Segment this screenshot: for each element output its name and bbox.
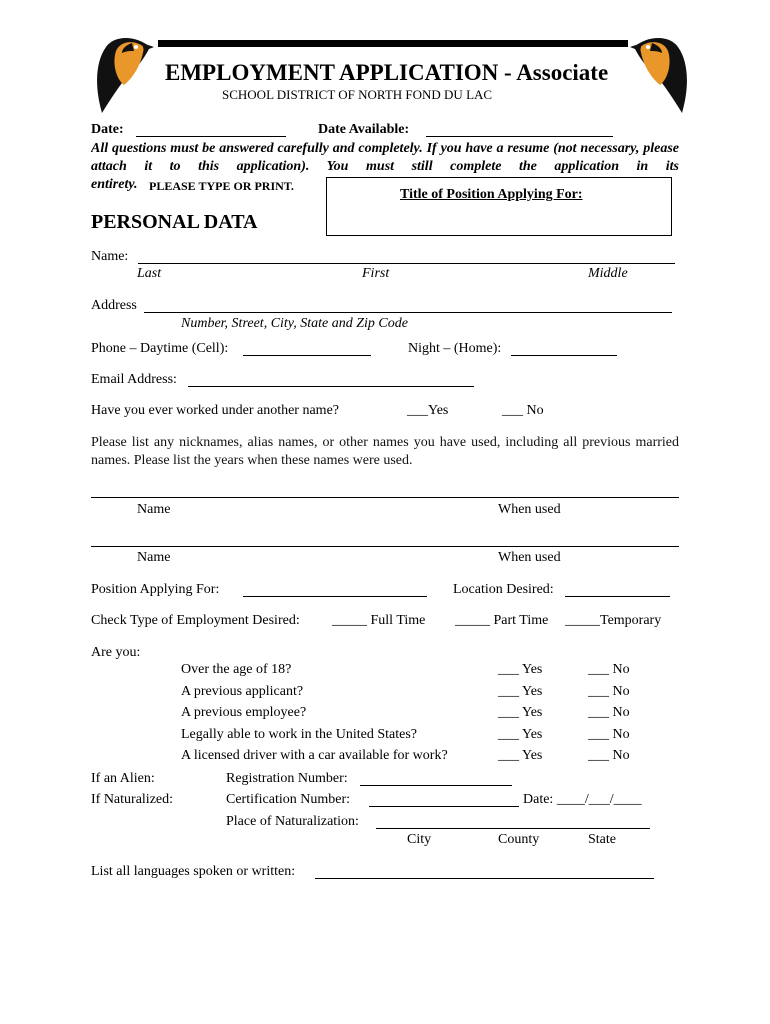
alien-label: If an Alien: — [91, 771, 155, 786]
phone-night-label: Night – (Home): — [408, 341, 502, 356]
languages-field[interactable] — [315, 878, 654, 879]
date-label: Date: — [91, 122, 124, 137]
question-legal-work: Legally able to work in the United States? — [181, 727, 417, 742]
other-name-yes[interactable]: ___Yes — [407, 403, 449, 418]
other-name-no[interactable]: ___ No — [502, 403, 544, 418]
naturalized-label: If Naturalized: — [91, 792, 174, 807]
question-prev-applicant-yes[interactable]: ___ Yes — [498, 684, 543, 699]
state-caption: State — [588, 832, 616, 847]
position-title-label: Title of Position Applying For: — [400, 187, 583, 202]
address-label: Address — [91, 298, 137, 313]
certification-date[interactable]: Date: ____/___/____ — [523, 792, 642, 807]
last-name-caption: Last — [137, 266, 162, 281]
first-name-caption: First — [362, 266, 390, 281]
question-legal-work-yes[interactable]: ___ Yes — [498, 727, 543, 742]
date-field[interactable] — [136, 136, 286, 137]
question-driver-no[interactable]: ___ No — [588, 748, 630, 763]
position-applying-label: Position Applying For: — [91, 582, 220, 597]
question-legal-work-no[interactable]: ___ No — [588, 727, 630, 742]
position-title-box[interactable] — [326, 177, 672, 236]
name-label: Name: — [91, 249, 129, 264]
registration-field[interactable] — [360, 785, 512, 786]
form-title: EMPLOYMENT APPLICATION - Associate — [165, 60, 609, 85]
name-field[interactable] — [138, 263, 675, 264]
location-desired-label: Location Desired: — [453, 582, 554, 597]
mascot-bird-left-icon — [92, 33, 156, 117]
part-time-option[interactable]: _____ Part Time — [455, 613, 549, 628]
position-applying-field[interactable] — [243, 596, 427, 597]
email-field[interactable] — [188, 386, 474, 387]
address-field[interactable] — [144, 312, 672, 313]
question-driver-yes[interactable]: ___ Yes — [498, 748, 543, 763]
question-driver: A licensed driver with a car available for work? — [181, 748, 448, 763]
alias-when-caption-2: When used — [498, 550, 561, 565]
address-hint: Number, Street, City, State and Zip Code — [181, 316, 408, 331]
temporary-option[interactable]: _____Temporary — [565, 613, 662, 628]
employment-type-label: Check Type of Employment Desired: — [91, 613, 300, 628]
phone-night-field[interactable] — [511, 355, 617, 356]
header-rule — [158, 40, 628, 47]
alias-name-caption-1: Name — [137, 502, 171, 517]
phone-day-field[interactable] — [243, 355, 371, 356]
location-desired-field[interactable] — [565, 596, 670, 597]
date-available-field[interactable] — [426, 136, 613, 137]
nicknames-instructions: Please list any nicknames, alias names, or other names you have used, including all previous married names. Please list the years when these names were used. — [91, 435, 679, 468]
middle-name-caption: Middle — [588, 266, 628, 281]
please-type-note: PLEASE TYPE OR PRINT. — [149, 179, 294, 193]
school-district: SCHOOL DISTRICT OF NORTH FOND DU LAC — [222, 87, 493, 102]
full-time-option[interactable]: _____ Full Time — [332, 613, 426, 628]
question-prev-employee: A previous employee? — [181, 705, 307, 720]
certification-field[interactable] — [369, 806, 519, 807]
alias-line-2[interactable] — [91, 546, 679, 547]
question-prev-applicant: A previous applicant? — [181, 684, 304, 699]
alias-name-caption-2: Name — [137, 550, 171, 565]
alias-line-1[interactable] — [91, 497, 679, 498]
personal-data-heading: PERSONAL DATA — [91, 211, 258, 233]
other-name-question: Have you ever worked under another name? — [91, 403, 340, 418]
mascot-bird-right-icon — [628, 33, 692, 117]
date-available-label: Date Available: — [318, 122, 410, 137]
email-label: Email Address: — [91, 372, 177, 387]
alias-when-caption-1: When used — [498, 502, 561, 517]
place-naturalization-field[interactable] — [376, 828, 650, 829]
instructions-text: All questions must be answered carefully and completely. If you have a resume (not necessary, please attach it to this application). You must still complete the application in its — [91, 141, 679, 174]
are-you-label: Are you: — [91, 645, 141, 660]
question-prev-applicant-no[interactable]: ___ No — [588, 684, 630, 699]
phone-day-label: Phone – Daytime (Cell): — [91, 341, 229, 356]
question-age: Over the age of 18? — [181, 662, 292, 677]
question-age-yes[interactable]: ___ Yes — [498, 662, 543, 677]
certification-label: Certification Number: — [226, 792, 351, 807]
registration-label: Registration Number: — [226, 771, 348, 786]
question-prev-employee-no[interactable]: ___ No — [588, 705, 630, 720]
city-caption: City — [407, 832, 432, 847]
languages-label: List all languages spoken or written: — [91, 864, 296, 879]
place-naturalization-label: Place of Naturalization: — [226, 814, 359, 829]
question-prev-employee-yes[interactable]: ___ Yes — [498, 705, 543, 720]
instructions-end: entirety. — [91, 177, 138, 192]
question-age-no[interactable]: ___ No — [588, 662, 630, 677]
county-caption: County — [498, 832, 540, 847]
